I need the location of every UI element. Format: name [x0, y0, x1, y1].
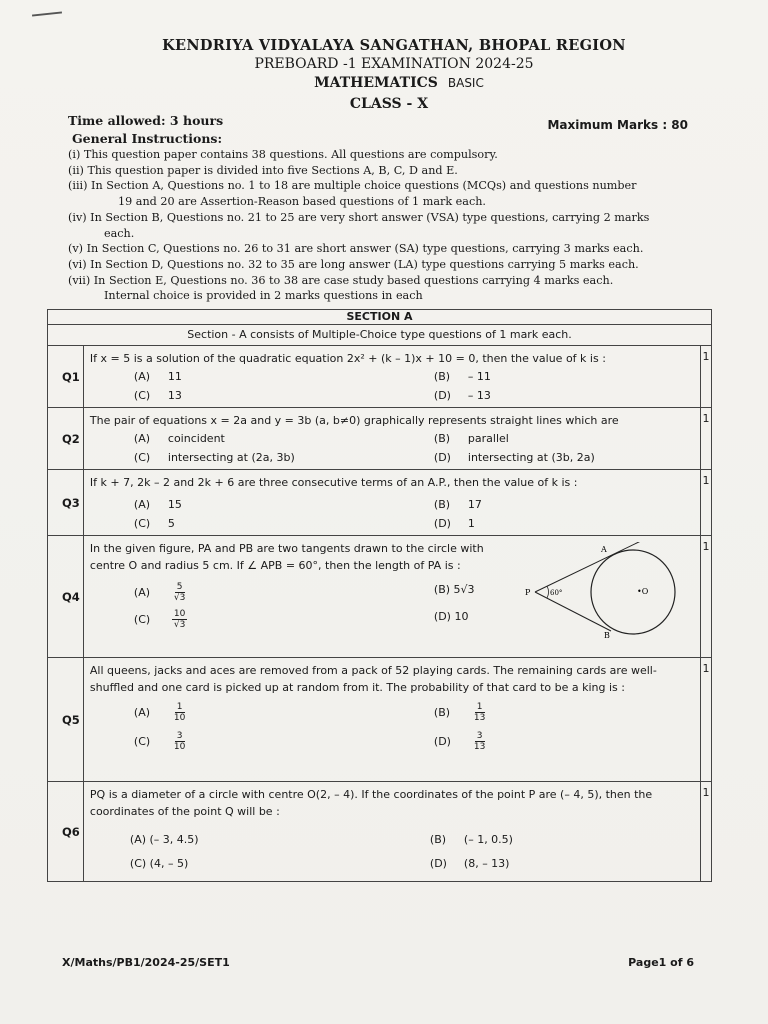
section-subtitle: Section - A consists of Multiple-Choice type questions of 1 mark each.	[48, 325, 712, 346]
option-c: (C) $\frac{10}{√3}$	[133, 609, 186, 630]
option-a: (A) $\frac{5}{√3}$	[133, 582, 186, 603]
point-p-label: P	[524, 588, 531, 597]
options	[90, 702, 694, 752]
option-c: (C) $\frac{3}{10}$	[133, 731, 186, 752]
instruction-line: (v) In Section C, Questions no. 26 to 31 are short answer (SA) type questions, carrying 3 marks each.	[68, 242, 644, 256]
question-row	[48, 408, 712, 470]
option-c: (C) intersecting at (2a, 3b)	[133, 451, 295, 464]
question-content	[83, 658, 700, 782]
option-b: (B) – 11	[433, 370, 491, 383]
org-title: KENDRIYA VIDYALAYA SANGATHAN, BHOPAL REGION	[162, 37, 626, 54]
maximum-marks: Maximum Marks : 80	[547, 118, 688, 132]
option-b: (B) 5√3	[433, 583, 475, 596]
instruction-line: Internal choice is provided in 2 marks questions in each	[104, 289, 423, 303]
option-a: (A) $\frac{1}{10}$	[133, 702, 186, 723]
option-b: (B) 17	[433, 498, 482, 511]
question-text: In the given figure, PA and PB are two tangents drawn to the circle with centre O and radius 5 cm. If ∠ APB = 60°, then the length of PA is :	[89, 542, 484, 572]
question-marks: 1	[700, 782, 711, 882]
instruction-line: (ii) This question paper is divided into five Sections A, B, C, D and E.	[68, 163, 458, 177]
tangent-circle-figure	[513, 542, 688, 642]
instruction-line: (iii) In Section A, Questions no. 1 to 18 are multiple choice questions (MCQs) and questions number	[68, 179, 637, 193]
question-marks: 1	[700, 408, 711, 470]
option-a: (A) coincident	[133, 432, 225, 445]
option-a: (A) 11	[133, 370, 182, 383]
question-number: Q5	[48, 658, 84, 782]
time-allowed: Time allowed: 3 hours	[68, 113, 224, 128]
question-content	[83, 782, 700, 882]
option-b: (B) (– 1, 0.5)	[429, 833, 513, 846]
option-d: (D) $\frac{3}{13}$	[433, 731, 486, 752]
options	[90, 832, 694, 872]
question-text: PQ is a diameter of a circle with centre O(2, – 4). If the coordinates of the point P are (– 4, 5), then the coordinates of the point Q will be :	[89, 788, 653, 818]
question-row	[48, 658, 712, 782]
options	[90, 369, 694, 404]
instruction-line: (iv) In Section B, Questions no. 21 to 25 are very short answer (VSA) type questions, carrying 2 marks	[68, 210, 650, 224]
instruction-line: 19 and 20 are Assertion-Reason based questions of 1 mark each.	[118, 195, 486, 209]
point-b-label: B	[603, 631, 610, 640]
question-text: If x = 5 is a solution of the quadratic equation 2x² + (k – 1)x + 10 = 0, then the value of k is :	[89, 352, 606, 365]
question-number: Q2	[48, 408, 84, 470]
option-c: (C) (4, – 5)	[129, 857, 189, 870]
subject-title	[0, 75, 768, 91]
instruction-line: (i) This question paper contains 38 questions. All questions are compulsory.	[68, 148, 498, 161]
question-number: Q4	[48, 536, 84, 658]
instructions-list	[68, 147, 698, 304]
pen-mark	[32, 11, 62, 16]
question-number: Q3	[48, 470, 84, 536]
question-content	[83, 408, 700, 470]
option-d: (D) 1	[433, 517, 475, 530]
centre-o-label: •O	[636, 587, 649, 596]
question-marks: 1	[700, 536, 711, 658]
point-a-label: A	[600, 545, 607, 554]
option-c: (C) 13	[133, 389, 182, 402]
question-text: All queens, jacks and aces are removed from a pack of 52 playing cards. The remaining cards are well-shuffled and one card is picked up at random from it. The probability of that card to be a king is :	[89, 664, 657, 694]
question-marks: 1	[700, 346, 711, 408]
question-number: Q6	[48, 782, 84, 882]
question-marks: 1	[700, 658, 711, 782]
option-b: (B) parallel	[433, 432, 509, 445]
question-row	[48, 470, 712, 536]
option-c: (C) 5	[133, 517, 175, 530]
question-marks: 1	[700, 470, 711, 536]
exam-title: PREBOARD -1 EXAMINATION 2024-25	[254, 56, 534, 72]
angle-label: 60°	[549, 589, 563, 597]
options	[90, 497, 694, 532]
question-content	[83, 470, 700, 536]
question-content	[83, 536, 700, 658]
questions-table	[47, 309, 712, 882]
instruction-line: (vi) In Section D, Questions no. 32 to 35 are long answer (LA) type questions carrying 5 marks each.	[68, 257, 639, 271]
question-text: The pair of equations x = 2a and y = 3b (a, b≠0) graphically represents straight lines which are	[89, 414, 619, 427]
question-content	[83, 346, 700, 408]
instruction-line: (vii) In Section E, Questions no. 36 to 38 are case study based questions carrying 4 marks each.	[68, 273, 614, 287]
option-d: (D) 10	[433, 610, 469, 623]
instruction-line: each.	[104, 226, 135, 240]
options	[90, 431, 694, 466]
subject-level: BASIC	[447, 76, 484, 90]
option-d: (D) – 13	[433, 389, 491, 402]
question-row	[48, 346, 712, 408]
option-d: (D) (8, – 13)	[429, 857, 510, 870]
subject-name: MATHEMATICS	[314, 75, 438, 91]
question-number: Q1	[48, 346, 84, 408]
question-row	[48, 536, 712, 658]
instructions-title: General Instructions:	[72, 131, 223, 146]
paper-code: X/Maths/PB1/2024-25/SET1	[62, 956, 230, 969]
option-d: (D) intersecting at (3b, 2a)	[433, 451, 595, 464]
class-title: CLASS - X	[349, 96, 429, 112]
option-a: (A) (– 3, 4.5)	[129, 833, 199, 846]
question-text: If k + 7, 2k – 2 and 2k + 6 are three consecutive terms of an A.P., then the value of k is :	[89, 476, 578, 489]
question-row	[48, 782, 712, 882]
option-b: (B) $\frac{1}{13}$	[433, 702, 486, 723]
section-title: SECTION A	[48, 310, 712, 325]
page-number: Page1 of 6	[628, 956, 694, 969]
option-a: (A) 15	[133, 498, 182, 511]
